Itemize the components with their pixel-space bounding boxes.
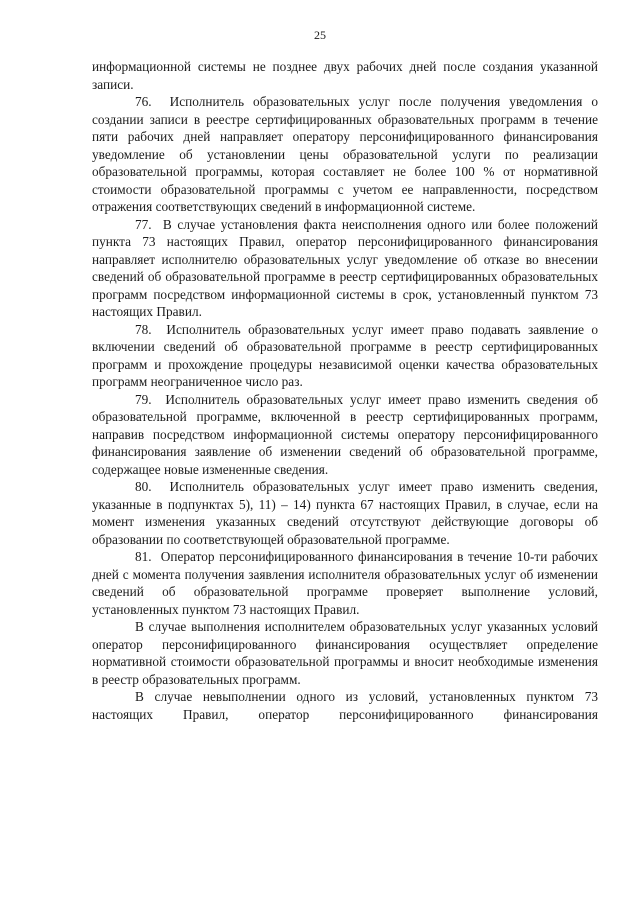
paragraph-78: 78. Исполнитель образовательных услуг имеет право подавать заявление о включении сведений об образовательной программе в реестр сертифицированных программ и прохождение процедуры независимой оценки качества образовательных программ неограниченное число раз. [92, 321, 598, 389]
paragraph-80: 80. Исполнитель образовательных услуг имеет право изменить сведения, указанные в подпунктах 5), 11) – 14) пункта 67 настоящих Правил, в случае, если на момент изменения указанных сведений отсутствуют действующие договоры об образовании по соответствующей образовательной программе. [92, 479, 598, 547]
paragraph-continuation: информационной системы не позднее двух рабочих дней после создания указанной записи. [92, 59, 598, 92]
paragraph-81: 81. Оператор персонифицированного финансирования в течение 10-ти рабочих дней с момента получения заявления исполнителя образовательных услуг об изменении сведений об образовательной программе проверяет выполнение условий, установленных пунктом 73 настоящих Правил. [92, 549, 598, 617]
paragraph-79: 79. Исполнитель образовательных услуг имеет право изменить сведения об образовательной программе, включенной в реестр сертифицированных программ, направив посредством информационной системы оператору персонифицированного финансирования заявление об изменении сведений об образовательной программе, содержащее новые измененные сведения. [92, 391, 598, 477]
document-body [92, 58, 598, 723]
paragraph-81-part-2: В случае выполнения исполнителем образовательных услуг указанных условий оператор персонифицированного финансирования осуществляет определение нормативной стоимости образовательной программы и вносит необходимые изменения в реестр образовательных программ. [92, 619, 598, 687]
paragraph-76: 76. Исполнитель образовательных услуг после получения уведомления о создании записи в реестре сертифицированных образовательных программ в течение пяти рабочих дней направляет оператору персонифицированного финансирования уведомление об установлении цены образовательной услуги по реализации образовательной программы, которая составляет не более 100 % от нормативной стоимости образовательной программы с учетом ее направленности, посредством отражения соответствующих сведений в информационной системе. [92, 94, 598, 214]
paragraph-77: 77. В случае установления факта неисполнения одного или более положений пункта 73 настоящих Правил, оператор персонифицированного финансирования направляет исполнителю образовательных услуг уведомление об отказе во внесении сведений об образовательной программе в реестр сертифицированных образовательных программ посредством информационной системы в срок, установленный пунктом 73 настоящих Правил. [92, 216, 598, 319]
paragraph-81-part-3: В случае невыполнении одного из условий, установленных пунктом 73 настоящих Правил, оператор персонифицированного финансирования [92, 689, 598, 722]
page-number: 25 [314, 28, 326, 42]
